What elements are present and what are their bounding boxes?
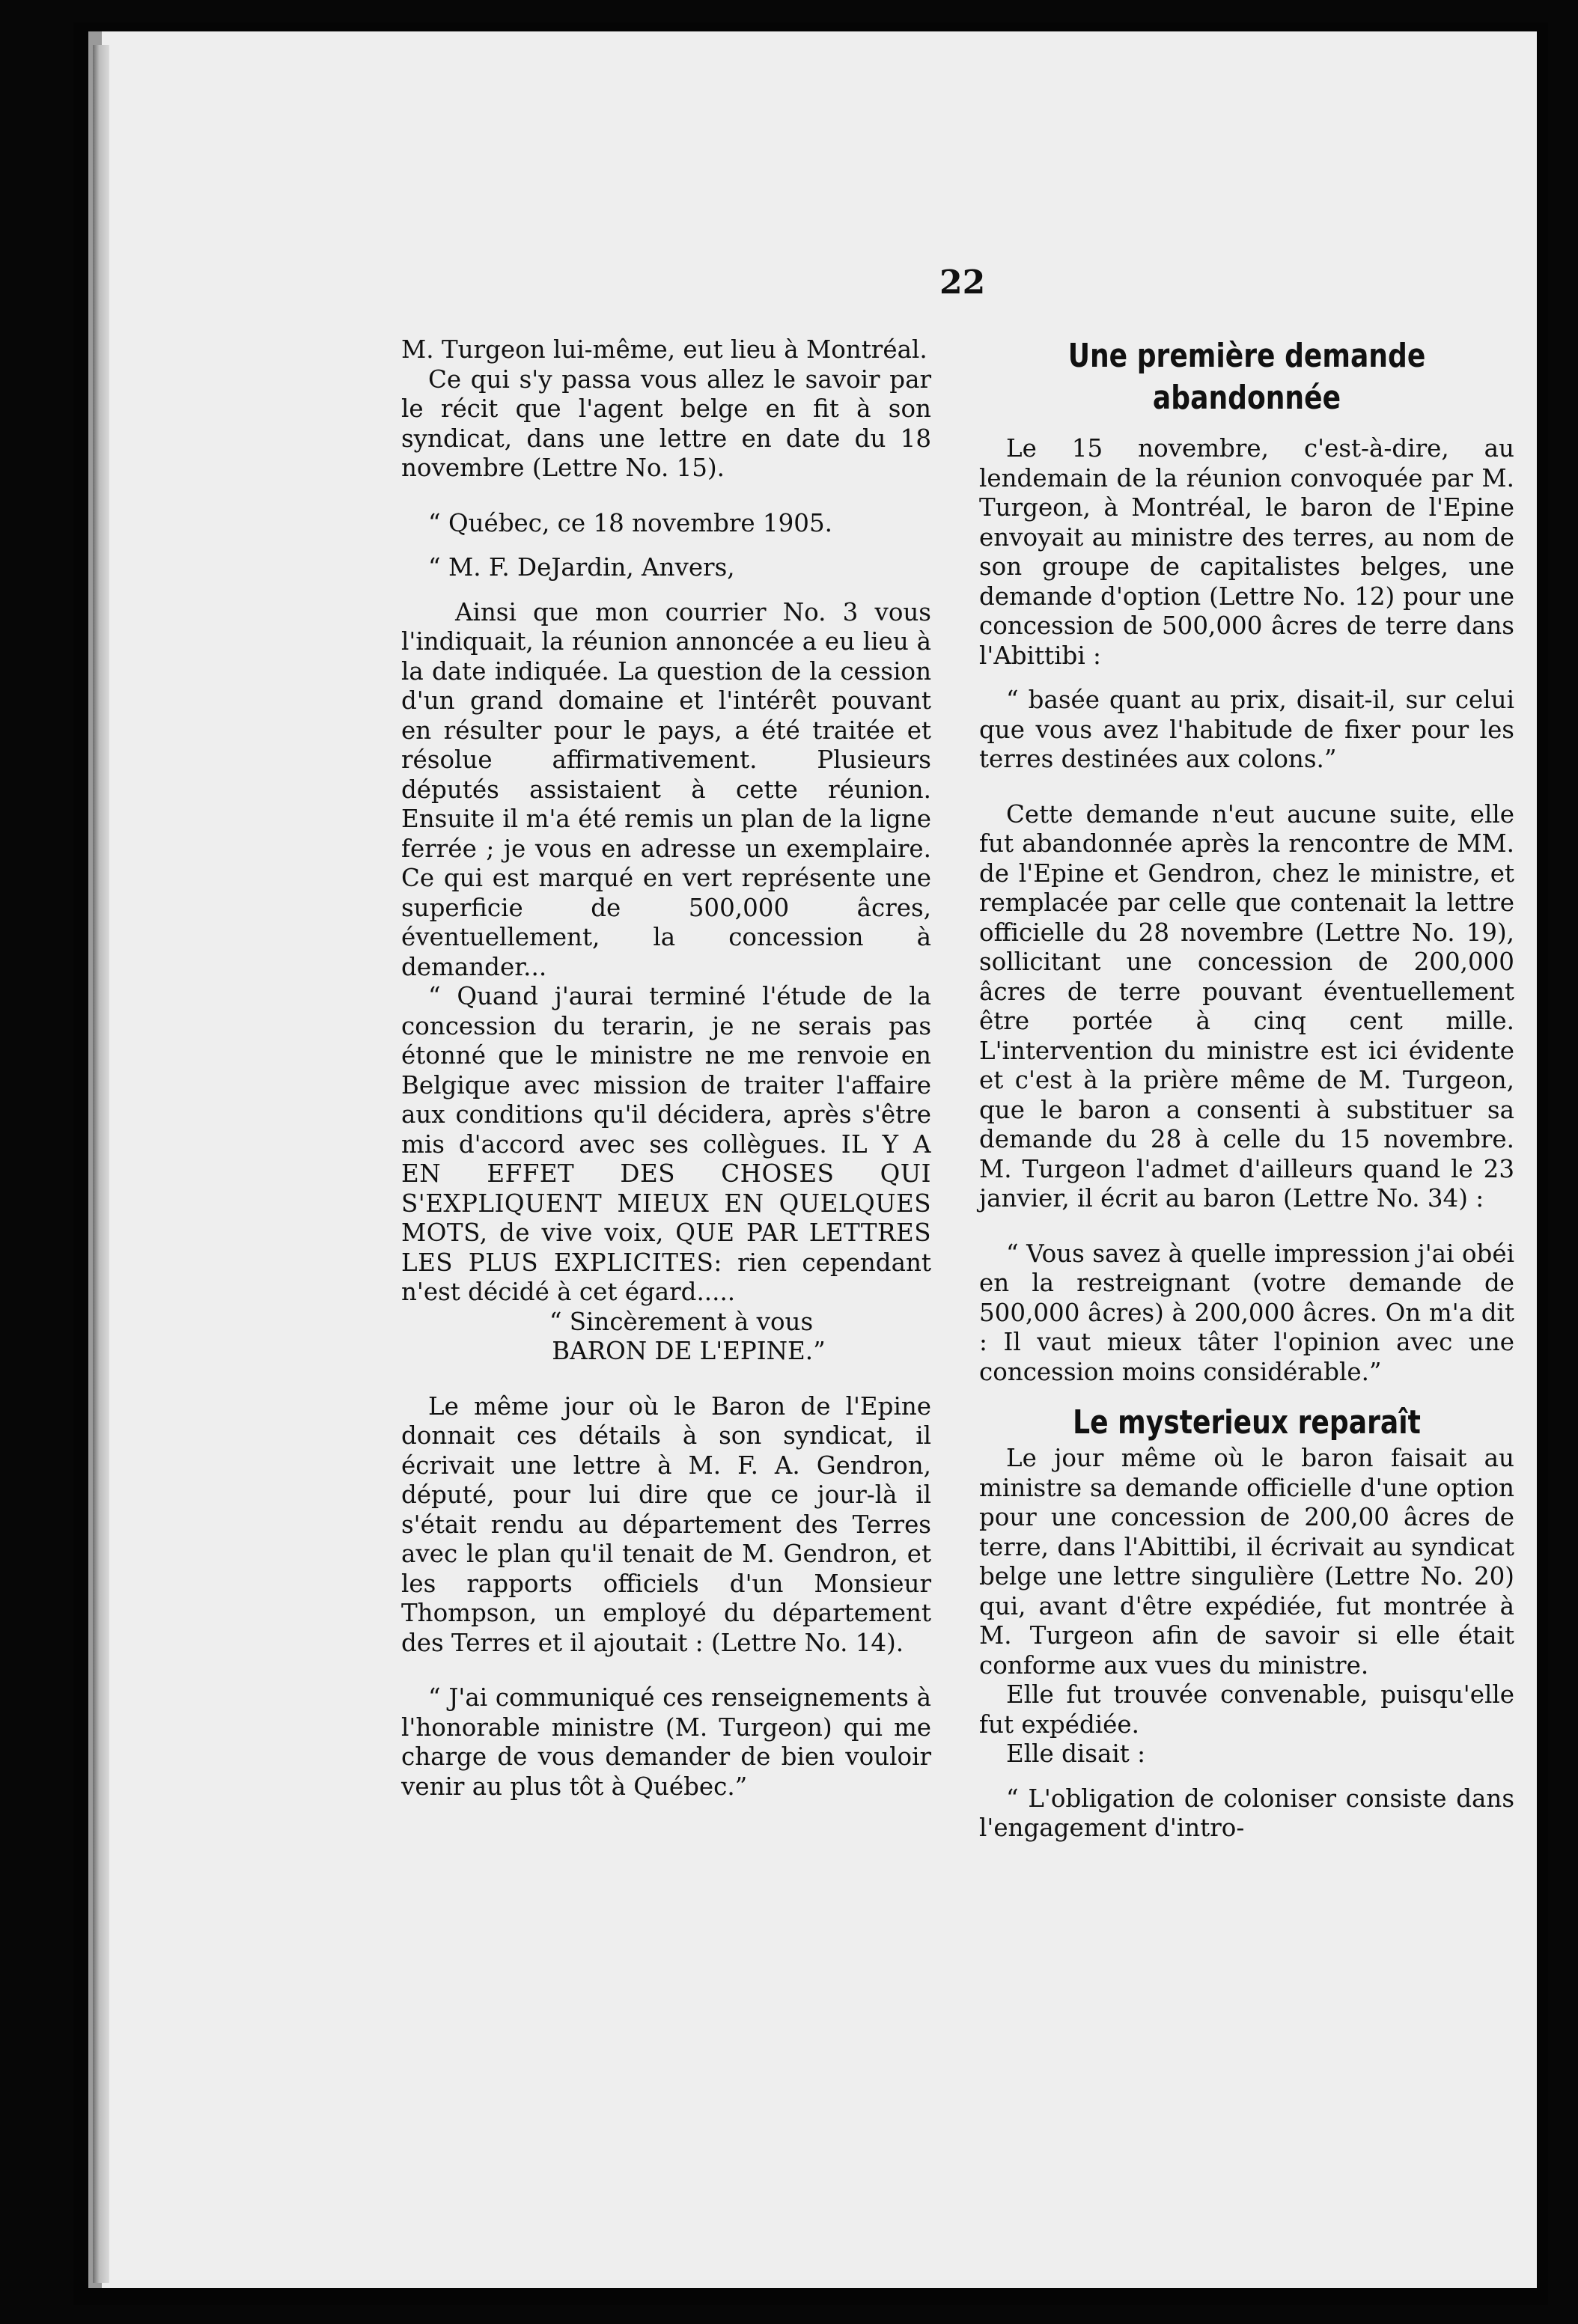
letter-address: “ M. F. DeJardin, Anvers, xyxy=(428,553,735,582)
paragraph: Cette demande n'eut aucune suite, elle fut abandonnée après la rencontre de MM. de l'Epine et Gendron, chez le ministre, et remplacée par celle que contenait la lettre officielle du 28 novembre (Lettre No. 19), sollicitant une concession de 200,000 âcres de terre pouvant éventuellement être portée à cinq cent mille. L'intervention du ministre est ici évidente et c'est à la prière même de M. Turgeon, que le baron a consenti à substituer sa demande du 28 à celle du 15 novembre. M. Turgeon l'admet d'ailleurs quand le 23 janvier, il écrit au baron (Lettre No. 34) : xyxy=(979,799,1514,1213)
section-heading: Le mysterieux reparaît xyxy=(1073,1403,1421,1442)
quotation: “ L'obligation de coloniser consiste dans l'engagement d'intro- xyxy=(979,1784,1514,1842)
left-column xyxy=(401,335,931,1802)
page-number: 22 xyxy=(939,263,986,302)
letter-date: “ Québec, ce 18 novembre 1905. xyxy=(428,508,832,537)
paragraph: M. Turgeon lui-même, eut lieu à Montréal. xyxy=(401,335,927,364)
section-heading: Une première demande abandonnée xyxy=(1067,337,1426,417)
letter-paragraph: Ainsi que mon courrier No. 3 vous l'indiquait, la réunion annoncée a eu lieu à la date indiquée. La question de la cession d'un grand domaine et l'intérêt pouvant en résulter pour le pays, a été traitée et résolue affirmativement. Plusieurs députés assistaient à cette réunion. Ensuite il m'a été remis un plan de la ligne ferrée ; je vous en adresse un exemplaire. Ce qui est marqué en vert représente une superficie de 500,000 âcres, éventuellement, la concession à demander... xyxy=(401,597,931,981)
paragraph: Le 15 novembre, c'est-à-dire, au lendemain de la réunion convoquée par M. Turgeon, à Montréal, le baron de l'Epine envoyait au ministre des terres, au nom de son groupe de capitalistes belges, une demande d'option (Lettre No. 12) pour une concession de 500,000 âcres de terre dans l'Abittibi : xyxy=(979,434,1514,670)
letter-text: “ Quand j'aurai terminé l'étude de la concession du terarin, je ne serais pas étonné que le ministre ne me renvoie en Belgique avec mission de traiter l'affaire aux conditions qu'il décidera, après s'être mis d'accord avec ses collègues. xyxy=(401,982,931,1159)
quotation: “ Vous savez à quelle impression j'ai obéi en la restreignant (votre demande de 500,000 âcres) à 200,000 âcres. On m'a dit : Il vaut mieux tâter l'opinion avec une concession moins considérable.” xyxy=(979,1239,1514,1386)
paragraph: Elle fut trouvée convenable, puisqu'elle fut expédiée. xyxy=(979,1680,1514,1739)
right-column xyxy=(979,335,1514,1843)
letter-signature: BARON DE L'EPINE.” xyxy=(552,1337,826,1365)
quotation: “ basée quant au prix, disait-il, sur celui que vous avez l'habitude de fixer pour les terres destinées aux colons.” xyxy=(979,686,1514,773)
paragraph: Elle disait : xyxy=(1006,1739,1146,1768)
paragraph: Ce qui s'y passa vous allez le savoir par le récit que l'agent belge en fit à son syndicat, dans une lettre en date du 18 novembre (Lettre No. 15). xyxy=(401,365,931,482)
letter-closing: “ Sincèrement à vous xyxy=(549,1307,814,1336)
book-gutter xyxy=(93,45,109,2283)
paragraph: Le même jour où le Baron de l'Epine donnait ces détails à son syndicat, il écrivait une lettre à M. F. A. Gendron, député, pour lui dire que ce jour-là il s'était rendu au département des Terres avec le plan qu'il tenait de M. Gendron, et les rapports officiels d'un Monsieur Thompson, un employé du département des Terres et il ajoutait : (Lettre No. 14). xyxy=(401,1391,931,1657)
letter-text: rien cependant n'est décidé à cet égard..... xyxy=(401,1248,931,1306)
letter-emphasis: IL Y A EN EFFET DES CHOSES QUI S'EXPLIQUENT MIEUX EN QUELQUES MOTS, de vive voix, QUE PAR LETTRES LES PLUS EXPLICITES: xyxy=(401,1129,932,1277)
letter-paragraph xyxy=(401,982,931,1308)
paragraph: Le jour même où le baron faisait au ministre sa demande officielle d'une option pour une concession de 200,00 âcres de terre, dans l'Abittibi, il écrivait au syndicat belge une lettre singulière (Lettre No. 20) qui, avant d'être expédiée, fut montrée à M. Turgeon afin de savoir si elle était conforme aux vues du ministre. xyxy=(979,1444,1514,1680)
quotation: “ J'ai communiqué ces renseignements à l'honorable ministre (M. Turgeon) qui me charge de vous demander de bien vouloir venir au plus tôt à Québec.” xyxy=(401,1683,931,1801)
